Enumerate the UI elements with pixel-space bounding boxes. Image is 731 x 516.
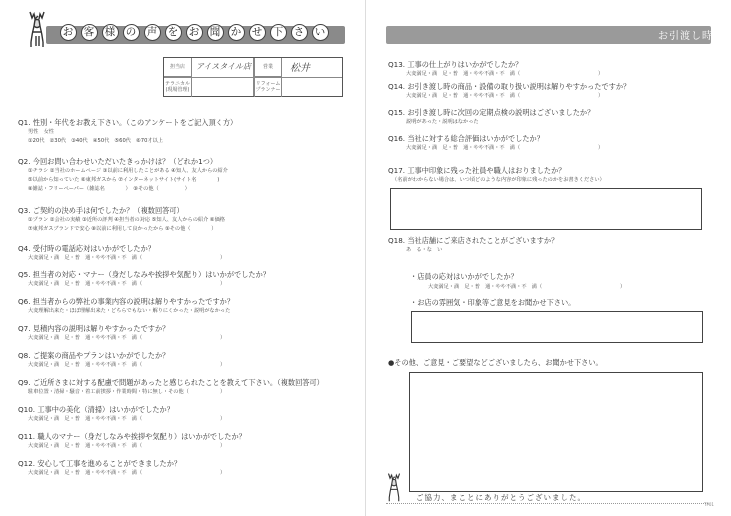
right-page: [366, 0, 731, 516]
shop-label: 担当店: [164, 58, 192, 77]
sales-label: 営業: [254, 58, 282, 77]
q2-options[interactable]: ⑧雑誌・フリーペーパー（雑誌名 ） ⑨その他（ ）: [28, 186, 190, 192]
q16-question: Q16. 当社に対する総合評価はいかがでしたか？: [388, 134, 544, 143]
title-char: か: [228, 24, 245, 41]
q8-question: Q8. ご提案の商品やプランはいかがでしたか？: [18, 351, 170, 360]
q17-question: Q17. 工事中印象に残った社員や職人はおりましたか？: [388, 166, 566, 175]
q11-options[interactable]: 大変満足・満 足・普 通・やや不満・不 満（ ）: [28, 443, 226, 449]
q1-options[interactable]: 男性 女性: [28, 129, 54, 135]
q13-options[interactable]: 大変満足・満 足・普 通・やや不満・不 満（ ）: [406, 71, 604, 77]
q10-question: Q10. 工事中の美化（清掃）はいかがでしたか？: [18, 405, 174, 414]
q18-sub2: ・お店の雰囲気・印象等ご意見をお聞かせ下さい。: [410, 298, 576, 307]
q6-question: Q6. 担当者からの弊社の事業内容の説明は解りやすかったですか？: [18, 297, 235, 306]
q16-options[interactable]: 大変満足・満 足・普 通・やや不満・不 満（ ）: [406, 145, 604, 151]
other-comments-label: ●その他、ご意見・ご要望などございましたら、お聞かせ下さい。: [388, 358, 603, 367]
title-char: 声: [144, 24, 161, 41]
title-char: お: [186, 24, 203, 41]
q2-options[interactable]: ①チラシ ②当社のホームページ ③以前に利用したことがある ④知人、友人からの紹介: [28, 168, 228, 174]
title-char: 下: [270, 24, 287, 41]
q13-question: Q13. 工事の仕上がりはいかがでしたか？: [388, 60, 523, 69]
q18-comment-box[interactable]: [411, 311, 703, 343]
other-comments-box[interactable]: [409, 372, 703, 492]
sales-value: 松井: [290, 63, 310, 74]
thanks-message: ご協力、まことにありがとうございました。: [416, 493, 586, 502]
q1-question: Q1. 性別・年代をお教え下さい。（このアンケートをご記入頂く方）: [18, 118, 238, 127]
staff-table: [163, 57, 343, 97]
q1-options[interactable]: ①20代 ②30代 ③40代 ④50代 ⑤60代 ⑥70才以上: [28, 138, 163, 144]
page-number: TP01: [704, 502, 714, 507]
deer-footer-icon: [382, 472, 406, 502]
right-title: お引渡し時: [658, 31, 713, 42]
coord-label: テラニカル(現場管理): [164, 77, 192, 97]
title-char: せ: [249, 24, 266, 41]
q12-question: Q12. 安心して工事を進めることができましたか？: [18, 459, 182, 468]
title-char: 聞: [207, 24, 224, 41]
q9-question: Q9. ご近所さまに対する配慮で問題があったと感じられたことを教えて下さい。（複数回答可）: [18, 378, 324, 387]
q4-options[interactable]: 大変満足・満 足・普 通・やや不満・不 満（ ）: [28, 255, 226, 261]
q14-options[interactable]: 大変満足・満 足・普 通・やや不満・不 満（ ）: [406, 93, 604, 99]
q18-sub1-options: 大変満足・満 足・普 通・やや不満・不 満（ ）: [428, 284, 626, 290]
q12-options[interactable]: 大変満足・満 足・普 通・やや不満・不 満（ ）: [28, 470, 226, 476]
q14-question: Q14. お引き渡し時の商品・設備の取り扱い説明は解りやすかったですか？: [388, 82, 631, 91]
page-title: [60, 24, 333, 41]
q18-sub1: ・店員の応対はいかがでしたか？: [410, 272, 518, 281]
title-char: い: [312, 24, 329, 41]
q15-options[interactable]: 説明があった・説明はなかった: [406, 119, 479, 125]
q7-options[interactable]: 大変満足・満 足・普 通・やや不満・不 満（ ）: [28, 335, 226, 341]
title-char: の: [123, 24, 140, 41]
q8-options[interactable]: 大変満足・満 足・普 通・やや不満・不 満（ ）: [28, 362, 226, 368]
q18-options[interactable]: あ る・な い: [406, 247, 443, 253]
title-char: さ: [291, 24, 308, 41]
q17-options[interactable]: （名前がわからない場合は、いつ頃どのような内容が印象に残ったのかをお書きください）: [392, 177, 605, 183]
left-page: [0, 0, 365, 516]
q9-options[interactable]: 駐車位置・清掃・騒音・着工前挨拶・作業時間・特に無し・その他（ ）: [28, 389, 226, 395]
q11-question: Q11. 職人のマナー（身だしなみや挨拶や気配り）はいかがでしたか？: [18, 432, 246, 441]
q6-options[interactable]: 大変理解出来た・ほぼ理解出来た・どちらでもない・解りにくかった・説明がなかった: [28, 308, 231, 314]
q15-question: Q15. お引き渡し時に次回の定期点検の説明はございましたか？: [388, 108, 595, 117]
q3-options[interactable]: ①プラン ②会社の実績 ③近所の評判 ④担当者の対応 ⑤知人、友人からの紹介 ⑥価格: [28, 217, 225, 223]
q4-question: Q4. 受付時の電話応対はいかがでしたか？: [18, 244, 155, 253]
reform-label: リフォームプランナー: [254, 77, 282, 97]
q2-options[interactable]: ⑤以前から知っていた ⑥東邦ガスから ⑦インターネットサイト(サイト名 ): [28, 177, 220, 183]
shop-value: アイスタイル店: [196, 62, 252, 71]
q7-question: Q7. 見積内容の説明は解りやすかったですか？: [18, 324, 170, 333]
title-char: 様: [102, 24, 119, 41]
q3-options[interactable]: ⑦東邦ガスブランドで安心 ⑧以前に利用して良かったから ⑨その他（ ）: [28, 226, 217, 232]
q10-options[interactable]: 大変満足・満 足・普 通・やや不満・不 満（ ）: [28, 416, 226, 422]
q17-answer-box[interactable]: [390, 188, 702, 230]
q5-options[interactable]: 大変満足・満 足・普 通・やや不満・不 満（ ）: [28, 281, 226, 287]
title-char: お: [60, 24, 77, 41]
title-char: を: [165, 24, 182, 41]
q5-question: Q5. 担当者の対応・マナー（身だしなみや挨拶や気配り）はいかがでしたか？: [18, 270, 270, 279]
q18-question: Q18. 当社店舗にご来店されたことがございますか？: [388, 236, 559, 245]
q2-question: Q2. 今回お問い合わせいただいたきっかけは？（どれか1つ）: [18, 157, 218, 166]
title-char: 客: [81, 24, 98, 41]
q3-question: Q3. ご契約の決め手は何でしたか？（複数回答可）: [18, 206, 184, 215]
